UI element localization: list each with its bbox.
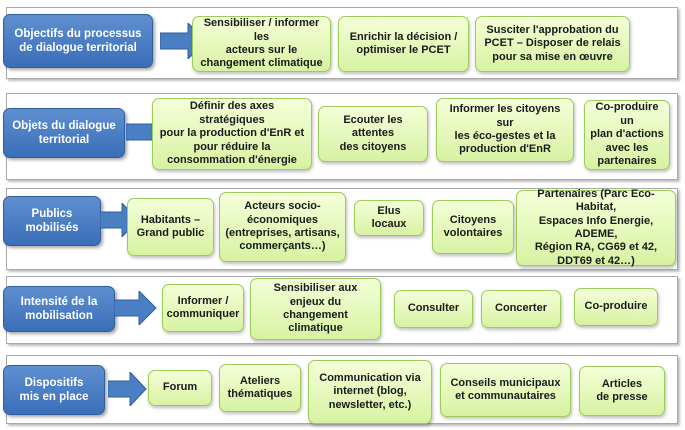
row-label-objets: Objets du dialogue territorial [3, 108, 125, 158]
box-concerter: Concerter [481, 290, 561, 328]
row-label-dispositifs: Dispositifs mis en place [3, 365, 105, 415]
box-citoyens-volontaires: Citoyens volontaires [432, 200, 514, 254]
box-ateliers: Ateliers thématiques [219, 364, 301, 412]
box-communication-internet: Communication via internet (blog, newsletter, etc.) [308, 360, 432, 424]
box-acteurs-socio: Acteurs socio- économiques (entreprises, artisans, commerçants…) [219, 192, 346, 262]
arrow-icon [108, 372, 148, 406]
arrow-icon [114, 291, 158, 325]
box-sensibiliser-informer: Sensibiliser / informer les acteurs sur le changement climatique [192, 16, 331, 72]
box-partenaires: Partenaires (Parc Eco-Habitat, Espaces Info Energie, ADEME, Région RA, CG69 et 42, DDT69 et 42…) [516, 190, 676, 266]
box-habitants: Habitants – Grand public [127, 198, 214, 256]
box-coproduire-plan: Co-produire un plan d'actions avec les partenaires [584, 100, 670, 170]
box-ecouter-attentes: Ecouter les attentes des citoyens [318, 106, 428, 162]
box-definir-axes: Définir des axes stratégiques pour la production d'EnR et pour réduire la consommation d'énergie [152, 98, 312, 170]
row-label-intensite: Intensité de la mobilisation [3, 286, 115, 332]
box-elus-locaux: Elus locaux [354, 200, 424, 236]
box-coproduire: Co-produire [574, 288, 658, 326]
box-enrichir-decision: Enrichir la décision / optimiser le PCET [338, 16, 469, 72]
box-susciter-approbation: Susciter l'approbation du PCET – Disposer de relais pour sa mise en œuvre [475, 16, 630, 72]
row-label-objectifs: Objectifs du processus de dialogue territorial [3, 14, 153, 68]
box-consulter: Consulter [394, 290, 473, 328]
box-articles-presse: Articles de presse [579, 366, 665, 416]
row-label-publics: Publics mobilisés [3, 196, 101, 246]
box-informer-citoyens: Informer les citoyens sur les éco-gestes et la production d'EnR [436, 98, 574, 162]
box-informer-communiquer: Informer / communiquer [162, 284, 244, 332]
box-conseils-municipaux: Conseils municipaux et communautaires [440, 363, 571, 417]
box-sensibiliser-enjeux: Sensibiliser aux enjeux du changement climatique [250, 278, 381, 340]
box-forum: Forum [148, 370, 212, 406]
